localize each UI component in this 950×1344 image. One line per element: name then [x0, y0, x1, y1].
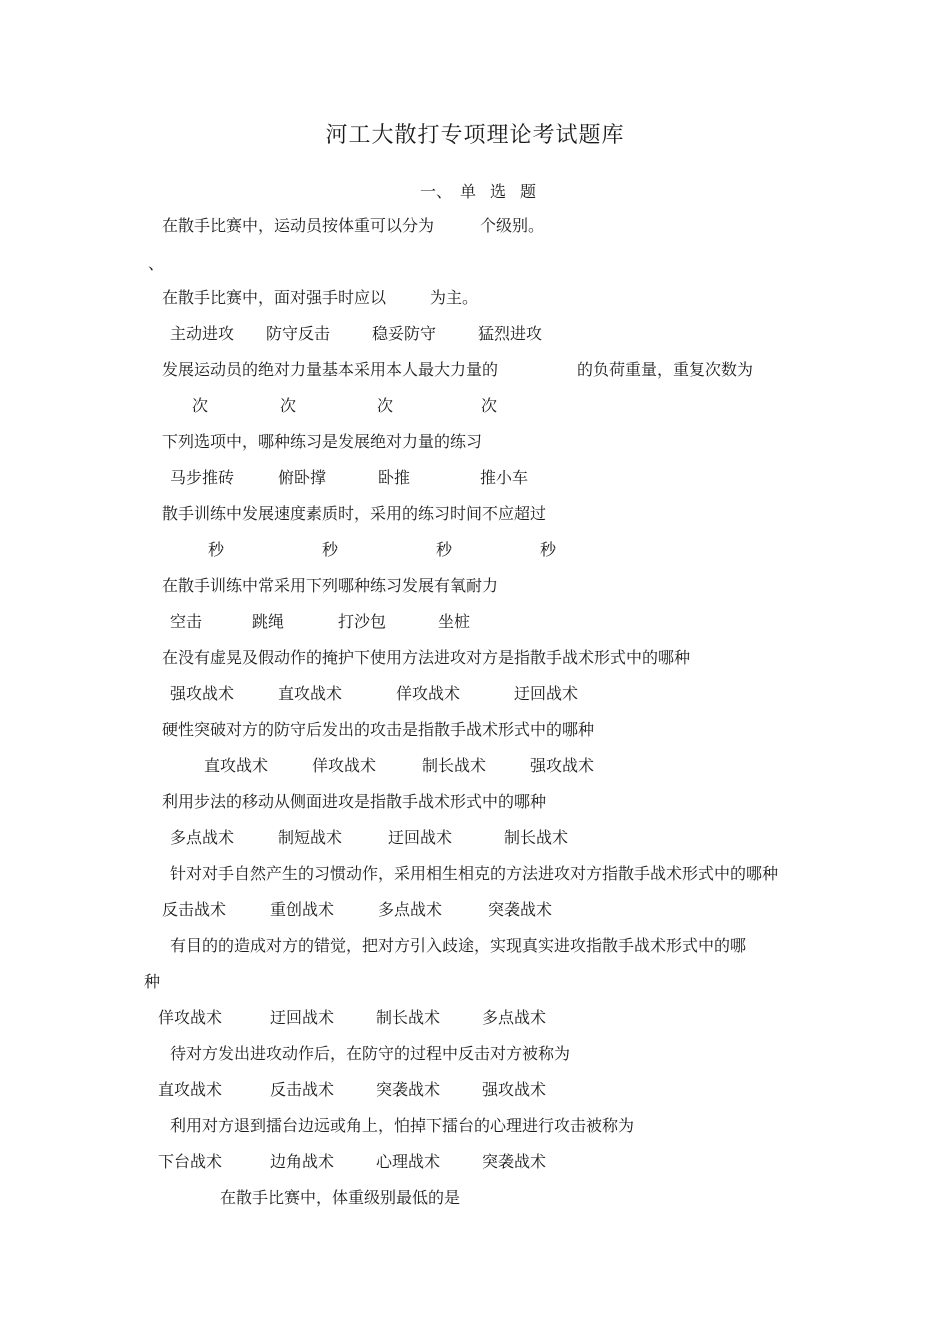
- option-text: 重创战术: [270, 900, 335, 919]
- option-text: 次: [192, 396, 209, 415]
- option-text: 马步推砖: [170, 468, 235, 487]
- question-text: 利用步法的移动从侧面进攻是指散手战术形式中的哪种: [162, 792, 547, 811]
- page-title: 河工大散打专项理论考试题库: [325, 123, 625, 148]
- option-text: 突袭战术: [482, 1152, 547, 1171]
- option-text: 卧推: [378, 468, 411, 487]
- section-char: 选: [490, 182, 507, 201]
- question-text: 硬性突破对方的防守后发出的攻击是指散手战术形式中的哪种: [162, 720, 595, 739]
- question-text: 在没有虚晃及假动作的掩护下使用方法进攻对方是指散手战术形式中的哪种: [162, 648, 691, 667]
- option-text: 猛烈进攻: [478, 324, 543, 343]
- option-text: 俯卧撑: [278, 468, 327, 487]
- option-text: 反击战术: [270, 1080, 335, 1099]
- option-text: 秒: [436, 540, 453, 559]
- option-text: 坐桩: [438, 612, 471, 631]
- option-text: 次: [280, 396, 297, 415]
- option-text: 秒: [540, 540, 557, 559]
- option-text: 多点战术: [378, 900, 443, 919]
- option-text: 强攻战术: [530, 756, 595, 775]
- option-text: 次: [377, 396, 394, 415]
- option-text: 个级别。: [480, 216, 545, 235]
- section-prefix: 一、: [420, 182, 453, 201]
- section-char: 题: [520, 182, 537, 201]
- option-text: 佯攻战术: [158, 1008, 223, 1027]
- option-text: 迂回战术: [388, 828, 453, 847]
- option-text: 佯攻战术: [312, 756, 377, 775]
- option-text: 下台战术: [158, 1152, 223, 1171]
- option-text: 多点战术: [482, 1008, 547, 1027]
- option-text: 主动进攻: [170, 324, 235, 343]
- stray-mark: 、: [148, 254, 165, 273]
- option-text: 制长战术: [504, 828, 569, 847]
- question-text: 种: [144, 972, 161, 991]
- section-char: 单: [460, 182, 477, 201]
- option-text: 直攻战术: [278, 684, 343, 703]
- option-text: 强攻战术: [170, 684, 235, 703]
- option-text: 推小车: [480, 468, 529, 487]
- option-text: 迂回战术: [270, 1008, 335, 1027]
- question-text: 下列选项中，哪种练习是发展绝对力量的练习: [162, 432, 483, 451]
- option-text: 为主。: [430, 288, 479, 307]
- option-text: 发展运动员的绝对力量基本采用本人最大力量的: [162, 360, 499, 379]
- option-text: 次: [481, 396, 498, 415]
- option-text: 的负荷重量，重复次数为: [577, 360, 754, 379]
- section-heading: [420, 182, 536, 202]
- option-text: 跳绳: [252, 612, 285, 631]
- option-text: 制短战术: [278, 828, 343, 847]
- option-text: 秒: [322, 540, 339, 559]
- question-text: 在散手比赛中，体重级别最低的是: [220, 1188, 461, 1207]
- option-text: 突袭战术: [488, 900, 553, 919]
- option-text: 直攻战术: [204, 756, 269, 775]
- option-text: 多点战术: [170, 828, 235, 847]
- option-text: 突袭战术: [376, 1080, 441, 1099]
- option-text: 直攻战术: [158, 1080, 223, 1099]
- option-text: 心理战术: [376, 1152, 441, 1171]
- option-text: 迂回战术: [514, 684, 579, 703]
- option-text: 制长战术: [376, 1008, 441, 1027]
- option-text: 边角战术: [270, 1152, 335, 1171]
- question-text: 散手训练中发展速度素质时，采用的练习时间不应超过: [162, 504, 547, 523]
- option-text: 佯攻战术: [396, 684, 461, 703]
- option-text: 稳妥防守: [372, 324, 437, 343]
- question-text: 在散手训练中常采用下列哪种练习发展有氧耐力: [162, 576, 499, 595]
- option-text: 防守反击: [266, 324, 331, 343]
- question-text: 待对方发出进攻动作后，在防守的过程中反击对方被称为: [170, 1044, 571, 1063]
- question-text: 有目的的造成对方的错觉，把对方引入歧途，实现真实进攻指散手战术形式中的哪: [170, 936, 747, 955]
- question-text: 针对对手自然产生的习惯动作，采用相生相克的方法进攻对方指散手战术形式中的哪种: [170, 864, 779, 883]
- option-text: 在散手比赛中，面对强手时应以: [162, 288, 387, 307]
- option-text: 在散手比赛中，运动员按体重可以分为: [162, 216, 435, 235]
- option-text: 强攻战术: [482, 1080, 547, 1099]
- option-text: 打沙包: [338, 612, 387, 631]
- option-text: 空击: [170, 612, 203, 631]
- option-text: 制长战术: [422, 756, 487, 775]
- option-text: 反击战术: [162, 900, 227, 919]
- question-text: 利用对方退到擂台边远或角上，怕掉下擂台的心理进行攻击被称为: [170, 1116, 635, 1135]
- option-text: 秒: [208, 540, 225, 559]
